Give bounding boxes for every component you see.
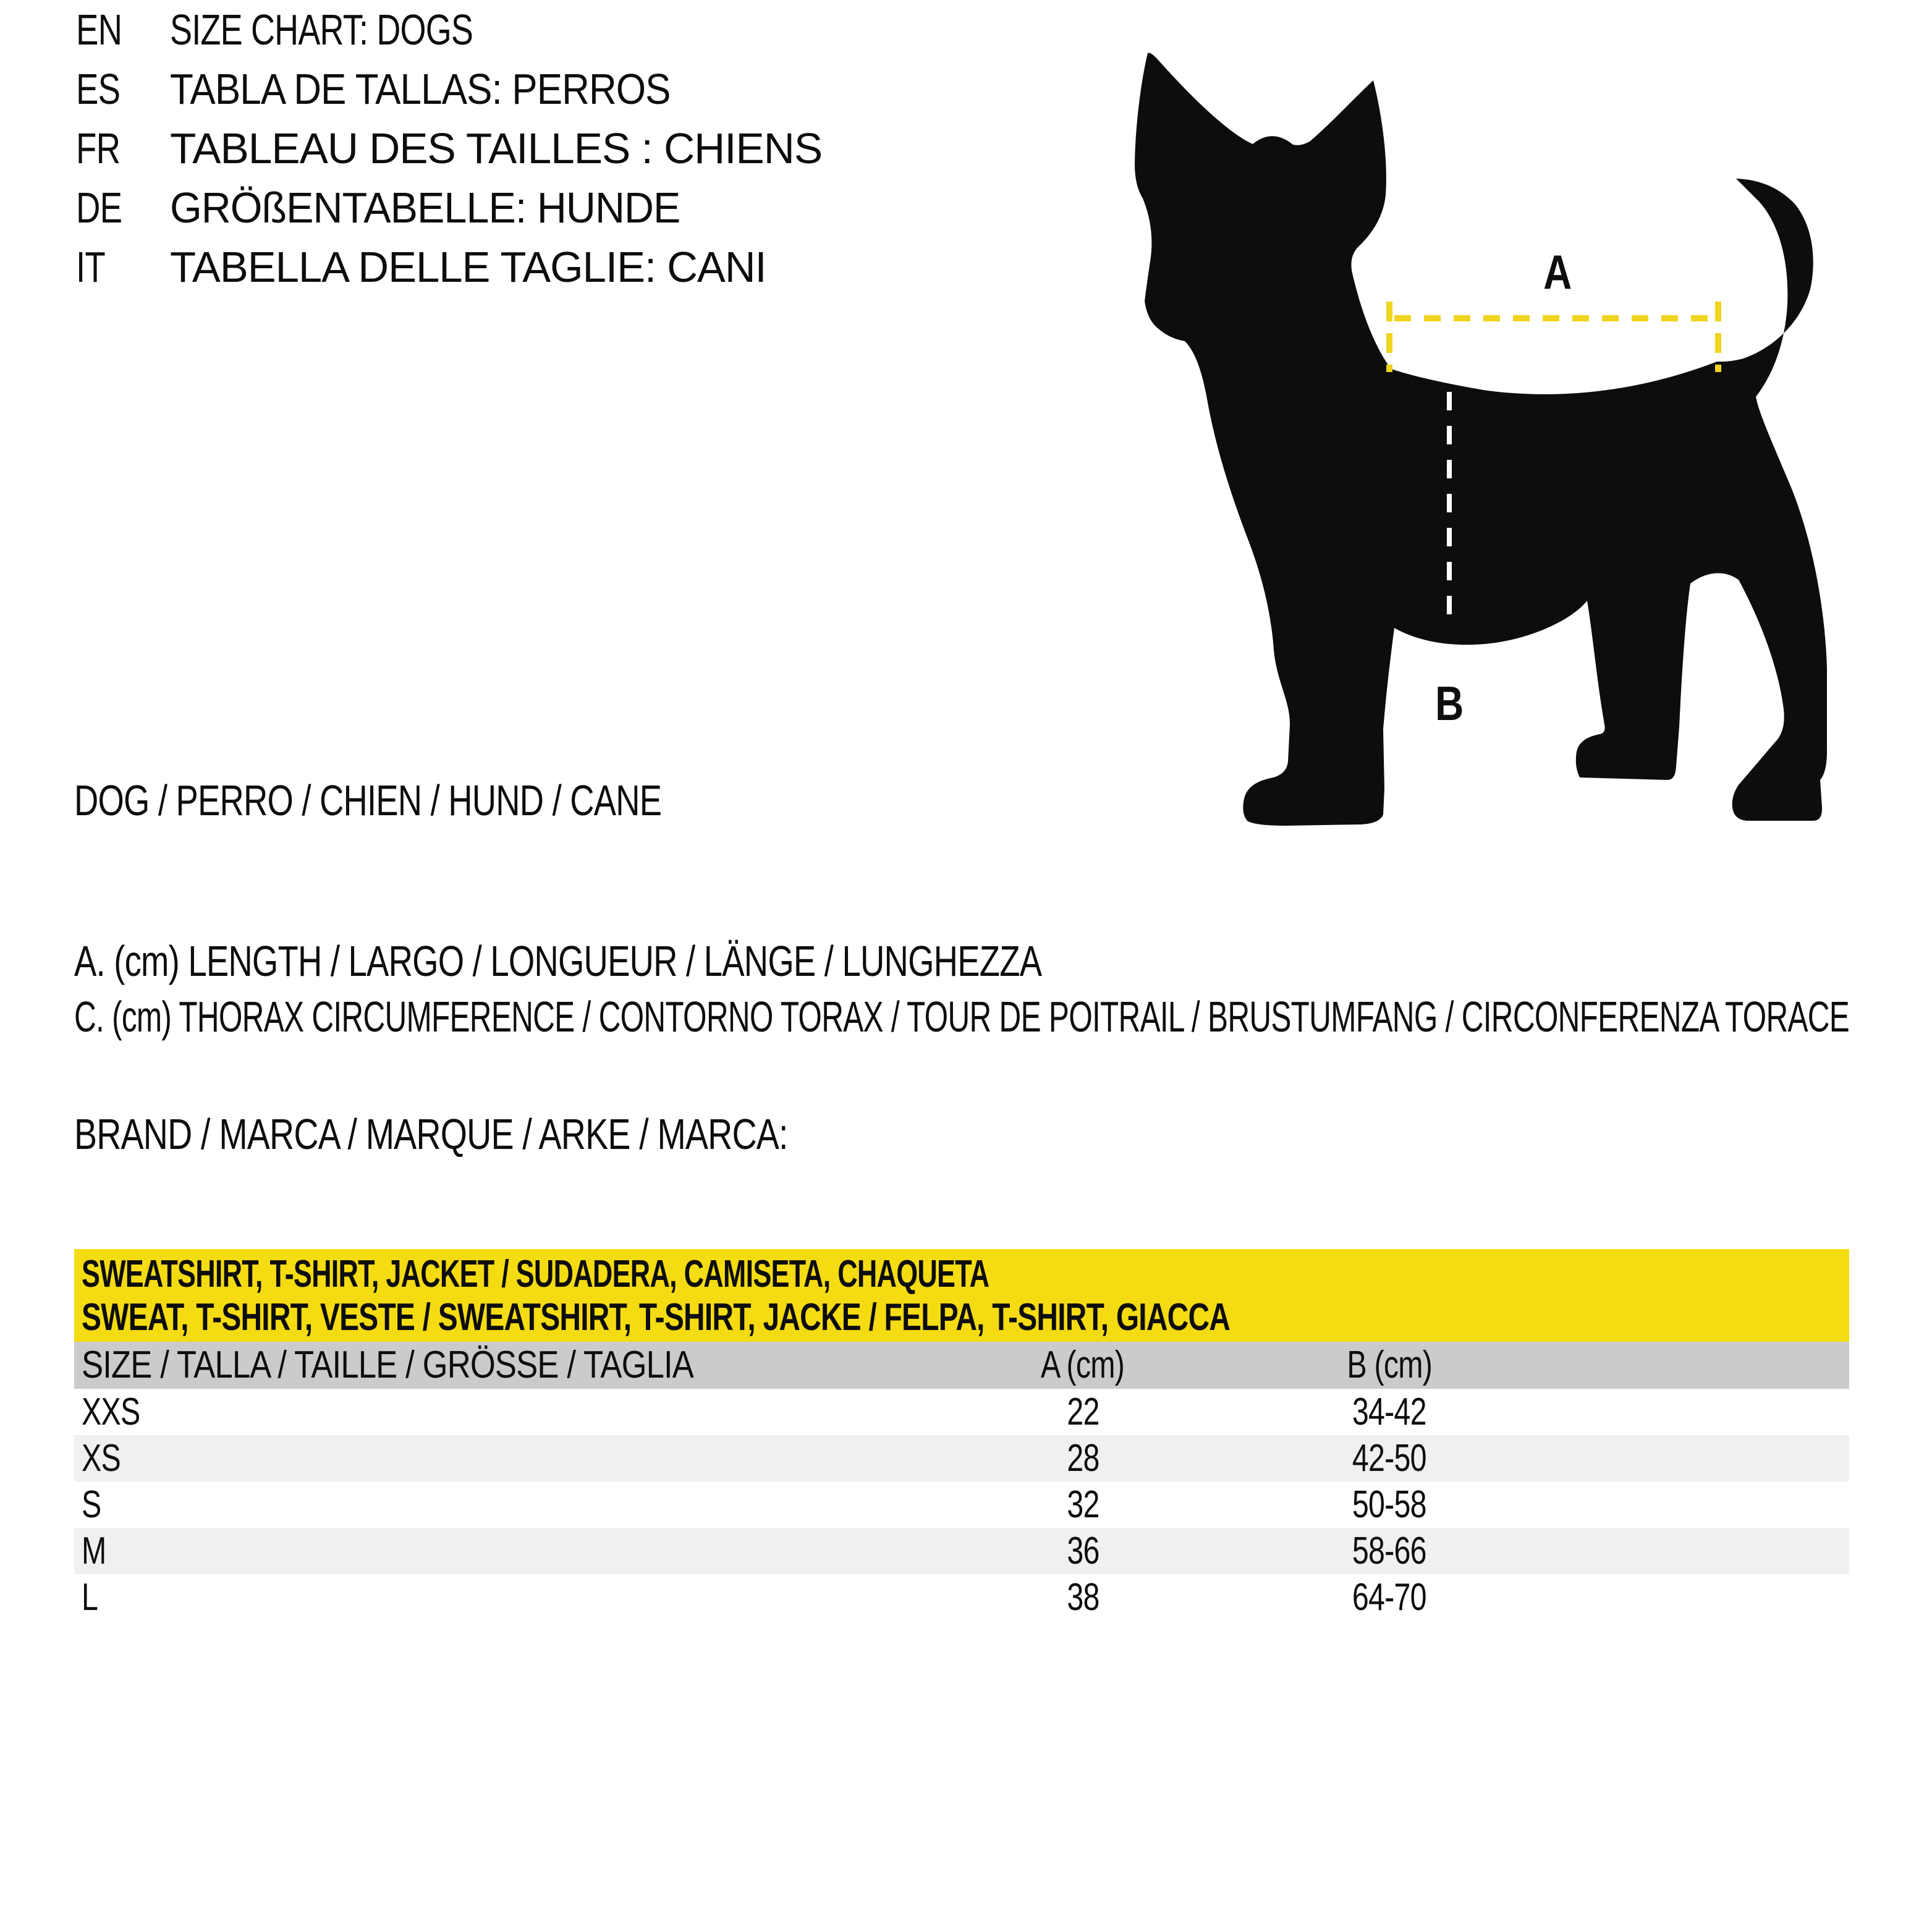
language-title: TABLA DE TALLAS: PERROS: [170, 65, 671, 113]
language-title: SIZE CHART: DOGS: [170, 6, 473, 54]
species-caption: DOG / PERRO / CHIEN / HUND / CANE: [74, 776, 662, 824]
a-value-cell: 38: [1066, 1576, 1099, 1619]
garment-category-line2: SWEAT, T-SHIRT, VESTE / SWEATSHIRT, T-SHIRT, JACKE / FELPA, T-SHIRT, GIACCA: [82, 1296, 1231, 1339]
column-header-a: A (cm): [1041, 1344, 1125, 1386]
measurement-a-definition: A. (cm) LENGTH / LARGO / LONGUEUR / LÄNGE / LUNGHEZZA: [74, 937, 1042, 985]
size-cell: M: [82, 1530, 106, 1572]
measure-a-label: A: [1543, 245, 1572, 299]
column-header-b: B (cm): [1347, 1344, 1432, 1386]
table-row: [74, 1435, 1849, 1481]
measurement-c-definition: C. (cm) THORAX CIRCUMFERENCE / CONTORNO TORAX / TOUR DE POITRAIL / BRUSTUMFANG / CIRCONFERENZA TORACE: [74, 993, 1850, 1041]
language-title: TABLEAU DES TAILLES : CHIENS: [170, 124, 823, 172]
language-code: DE: [76, 184, 122, 232]
size-cell: XS: [82, 1437, 121, 1480]
a-value-cell: 32: [1066, 1483, 1099, 1526]
language-code: IT: [76, 243, 105, 291]
a-value-cell: 28: [1066, 1437, 1099, 1480]
garment-category-banner: [74, 1249, 1849, 1342]
b-value-cell: 50-58: [1352, 1483, 1426, 1526]
table-row: [74, 1481, 1849, 1528]
language-code: FR: [76, 124, 121, 172]
size-cell: XXS: [82, 1391, 140, 1433]
b-value-cell: 64-70: [1352, 1576, 1426, 1619]
language-code: ES: [76, 65, 121, 113]
b-value-cell: 42-50: [1352, 1437, 1426, 1480]
a-value-cell: 22: [1066, 1391, 1099, 1433]
size-cell: S: [82, 1483, 101, 1526]
language-title: GRÖßENTABELLE: HUNDE: [170, 184, 680, 232]
language-code: EN: [76, 6, 122, 54]
brand-label: BRAND / MARCA / MARQUE / ARKE / MARCA:: [74, 1110, 788, 1158]
table-row: [74, 1389, 1849, 1435]
size-cell: L: [82, 1576, 98, 1619]
table-row: [74, 1574, 1849, 1621]
b-value-cell: 58-66: [1352, 1530, 1426, 1572]
a-value-cell: 36: [1066, 1530, 1099, 1572]
garment-category-line1: SWEATSHIRT, T-SHIRT, JACKET / SUDADERA, CAMISETA, CHAQUETA: [82, 1253, 989, 1295]
table-row: [74, 1528, 1849, 1574]
size-table: [74, 1249, 1849, 1621]
b-value-cell: 34-42: [1352, 1391, 1426, 1433]
language-title: TABELLA DELLE TAGLIE: CANI: [170, 243, 766, 291]
table-header-row: [74, 1342, 1849, 1389]
column-header-size: SIZE / TALLA / TAILLE / GRÖSSE / TAGLIA: [82, 1344, 694, 1386]
measure-b-label: B: [1434, 676, 1464, 731]
